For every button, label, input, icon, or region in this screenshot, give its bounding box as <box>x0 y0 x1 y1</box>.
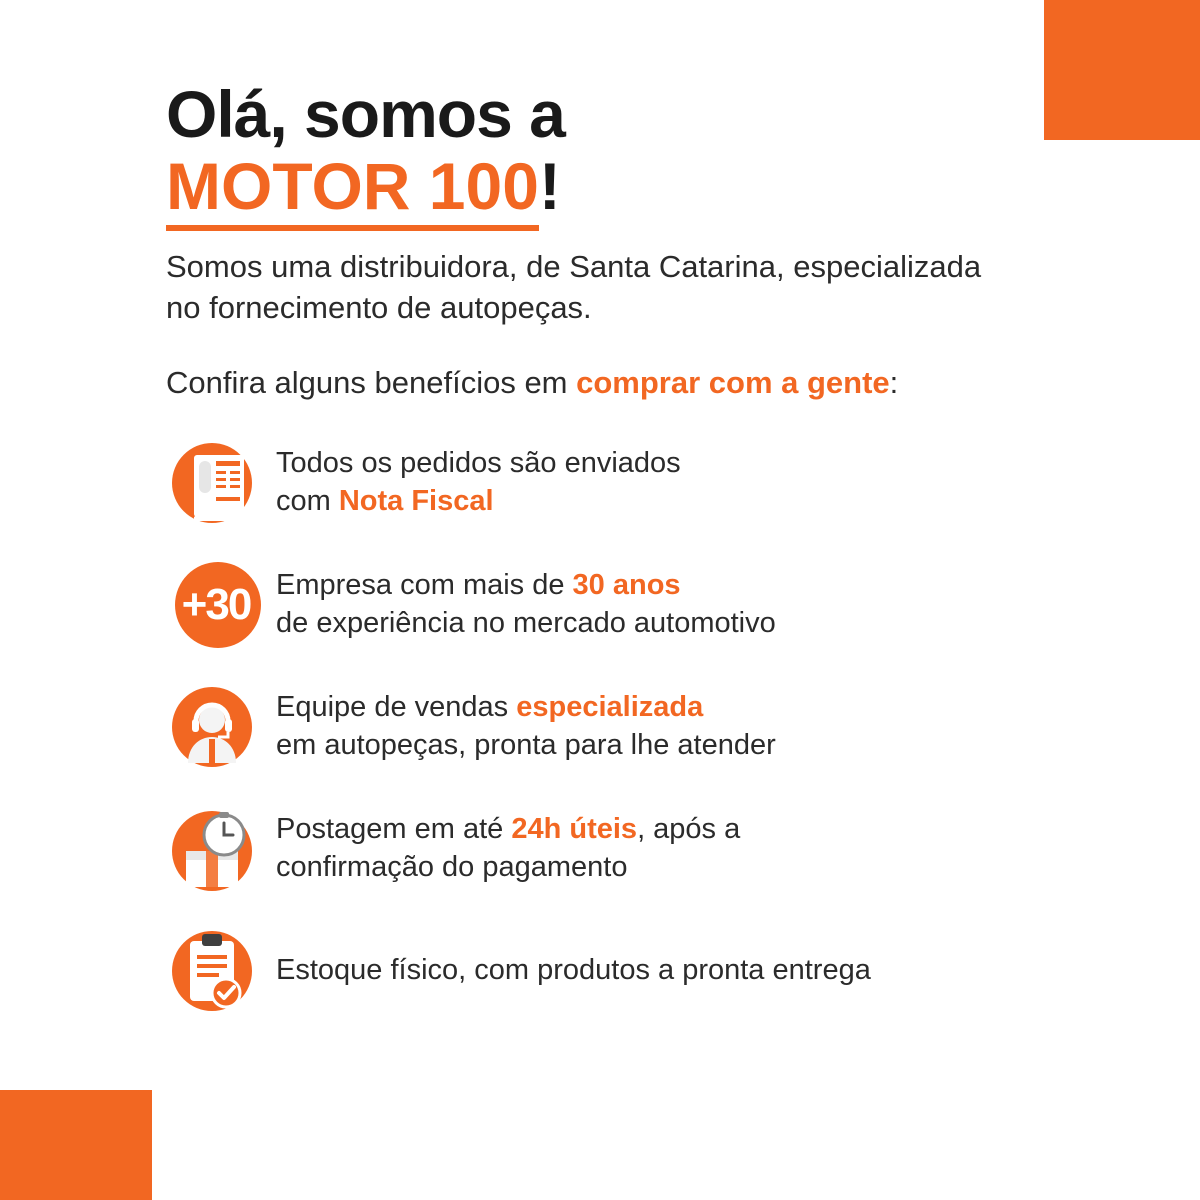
list-item <box>166 435 1066 531</box>
benefits-list <box>166 435 1066 1019</box>
benefit-4-line1-prefix: Postagem em até <box>276 813 512 846</box>
decorative-square-top-right <box>1044 0 1200 140</box>
benefit-2-highlight: 30 anos <box>572 569 681 602</box>
list-item-text <box>270 811 740 886</box>
benefit-1-highlight: Nota Fiscal <box>338 485 494 517</box>
benefits-lead-prefix: Confira alguns benefícios em <box>166 365 577 400</box>
list-item-text <box>270 567 776 642</box>
benefit-1-line1: Todos os pedidos são enviados <box>276 447 681 480</box>
benefit-4-highlight: 24h úteis <box>511 813 638 846</box>
years-badge-label: +30 <box>181 580 251 629</box>
list-item <box>166 801 1066 897</box>
package-stopwatch-icon <box>166 801 270 897</box>
intro-paragraph: Somos uma distribuidora, de Santa Catarina, especializada no fornecimento de autopeças. <box>166 249 982 326</box>
benefit-4-line2: confirmação do pagamento <box>276 851 628 883</box>
list-item-text <box>270 689 776 764</box>
benefit-2-line1-prefix: Empresa com mais de <box>276 569 573 602</box>
list-item <box>166 923 1066 1019</box>
clipboard-check-icon <box>166 923 270 1019</box>
decorative-square-bottom-left <box>0 1090 152 1200</box>
page-title-line1: Olá, somos a <box>166 77 565 151</box>
list-item <box>166 679 1066 775</box>
benefit-3-line1-prefix: Equipe de vendas <box>276 691 517 724</box>
list-item <box>166 557 1066 653</box>
benefit-3-highlight: especializada <box>516 691 704 724</box>
benefit-3-line2: em autopeças, pronta para lhe atender <box>276 729 776 761</box>
support-agent-icon <box>166 679 270 775</box>
page-title-line2 <box>166 149 1066 225</box>
benefits-lead <box>166 365 1066 401</box>
list-item-text <box>270 445 681 520</box>
benefit-4-line1-suffix: , após a <box>637 813 741 846</box>
receipt-icon <box>166 435 270 531</box>
benefit-1-line2-prefix: com <box>276 485 339 517</box>
benefits-lead-suffix: : <box>889 365 899 400</box>
years-badge-icon <box>166 557 270 653</box>
benefit-2-line2: de experiência no mercado automotivo <box>276 607 776 639</box>
brand-name: MOTOR 100 <box>166 149 539 231</box>
content-container <box>166 77 1066 1045</box>
years-badge-circle <box>175 562 261 648</box>
benefits-lead-highlight: comprar com a gente <box>576 365 890 400</box>
list-item-text <box>270 952 871 990</box>
benefit-5-line1: Estoque físico, com produtos a pronta entrega <box>276 954 871 987</box>
title-exclamation: ! <box>538 149 561 224</box>
